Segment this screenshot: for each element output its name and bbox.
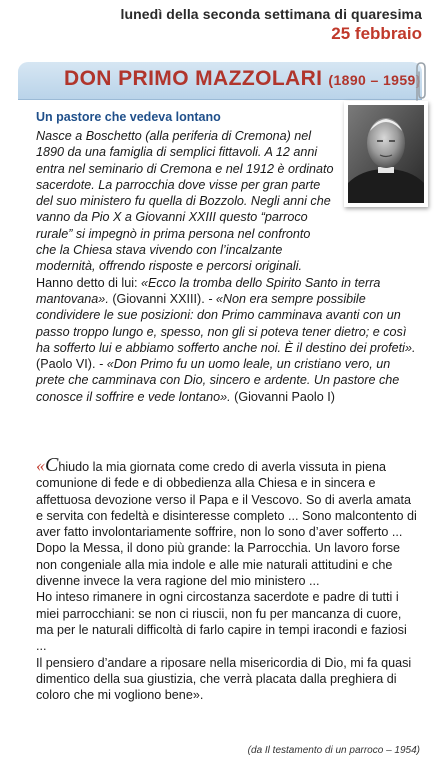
title-banner: [18, 62, 422, 100]
biography-text: [36, 128, 422, 405]
testament-source: (da Il testamento di un parroco – 1954): [247, 745, 420, 756]
liturgical-day: lunedì della seconda settimana di quaresima: [120, 6, 422, 22]
testament-paragraph-3: Ho inteso rimanere in ogni circostanza sacerdote e padre di tutti i miei parrocchiani: se non ci riuscii, non fu per mancanza di cuore, ma per le naturali difficoltà di farlo capire in tempi iracondi e faziosi ...: [36, 590, 407, 654]
testament-excerpt: [36, 454, 420, 703]
testimonies-paragraph: [36, 275, 422, 405]
biography-subtitle: Un pastore che vedeva lontano: [36, 110, 221, 124]
attribution-paul-vi: (Paolo VI).: [36, 357, 96, 372]
biography-paragraph: Nasce a Boschetto (alla periferia di Cremona) nel 1890 da una famiglia di semplici fittavoli. A 12 anni entra nel seminario di Cremona e nel 1912 è ordinato sacerdote. La parrocchia dove visse per gran parte del suo ministero fu quella di Bozzolo. Negli anni che vanno da Pio X a Giovanni XXIII questo “parroco rurale” si impegnò in prima persona nel confronto che la Chiesa stava vivendo con l’incalzante modernità, offrendo risposte e percorsi originali.: [36, 129, 334, 274]
testament-paragraph-1: [36, 454, 420, 540]
calendar-date: 25 febbraio: [331, 24, 422, 43]
dropcap-letter: C: [45, 454, 59, 476]
testament-paragraph-2: Dopo la Messa, il dono più grande: la Parrocchia. Un lavoro forse non congeniale alla mia indole e alle mie naturali attitudini e che divenne invece la vera ragione del mio ministero ...: [36, 541, 401, 589]
date-header: [120, 6, 422, 44]
person-name-text: DON PRIMO MAZZOLARI: [64, 67, 323, 90]
person-name: [64, 67, 421, 91]
attribution-john-paul-i: (Giovanni Paolo I): [234, 389, 335, 404]
open-quote-mark: «: [36, 455, 45, 475]
life-years: (1890 – 1959): [328, 72, 421, 88]
quote-paul-vi: - «Non era sempre possibile condividere le sue posizioni: don Primo camminava avanti con un passo troppo lungo e, spesso, non gli si poteva tener dietro; e così ha sofferto lui e abbiamo sofferto anche noi. È il destino dei profeti».: [36, 291, 416, 355]
testament-paragraph-1-text: hiudo la mia giornata come credo di averla vissuta in piena comunione di fede e di obbedienza alla Chiesa e in sincera e affettuosa devozione verso il Papa e il Vescovo. So di averla amata e servita con fedeltà e disinteresse completo ... Sono malcontento di aver fatto involontariamente soffrire, non lo sono d’aver sofferto ...: [36, 460, 417, 540]
testimonies-intro: Hanno detto di lui:: [36, 275, 138, 290]
testament-paragraph-4: Il pensiero d’andare a riposare nella misericordia di Dio, mi fa quasi dimentico della sua giustizia, che verrà placata dalla preghiera di coloro che mi vogliono bene».: [36, 655, 412, 703]
attribution-john-xxiii: (Giovanni XXIII).: [112, 291, 205, 306]
quote-john-paul-i: - «Don Primo fu un uomo leale, un cristiano vero, un prete che camminava con Dio, sincero e ardente. Un pastore che conosce il soffrire e vede lontano».: [36, 357, 400, 404]
paperclip-icon: [412, 60, 428, 102]
quote-john-xxiii: «Ecco la tromba dello Spirito Santo in terra mantovana».: [36, 275, 381, 306]
